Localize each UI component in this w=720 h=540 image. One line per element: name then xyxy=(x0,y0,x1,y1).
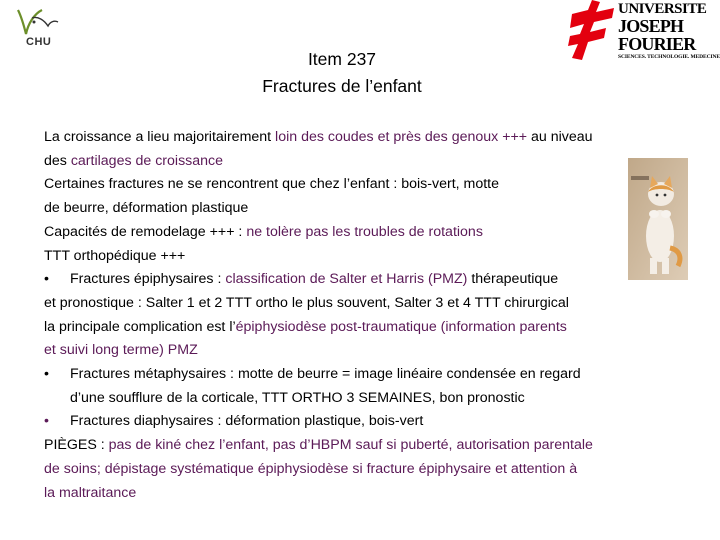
text-run: au niveau xyxy=(527,129,593,145)
text-line: d’une soufflure de la corticale, TTT ORTHO 3 SEMAINES, bon pronostic xyxy=(70,389,525,406)
bullet-icon: • xyxy=(44,413,49,430)
highlight-run: ne tolère pas les troubles de rotations xyxy=(246,223,483,240)
text-line: Certaines fractures ne se rencontrent que chez l’enfant : bois-vert, motte xyxy=(44,176,500,193)
slide-body xyxy=(44,126,684,505)
text-line xyxy=(44,316,684,340)
text-run: PIÈGES : xyxy=(44,437,109,454)
text-run: thérapeutique xyxy=(467,271,559,288)
text-run: Fractures diaphysaires : déformation plastique, bois-vert xyxy=(70,413,424,430)
highlight-run: épiphysiodèse post-traumatique (information parents xyxy=(235,318,567,335)
chu-logo-text: CHU xyxy=(26,36,52,48)
bullet-line xyxy=(44,410,684,434)
highlight-run: cartilages de croissance xyxy=(70,152,224,169)
text-run: La croissance a lieu majoritairement xyxy=(44,129,276,145)
text-line xyxy=(44,434,684,458)
slide-title-subject: Fractures de l’enfant xyxy=(262,76,422,96)
text-line xyxy=(44,221,684,245)
bullet-line xyxy=(44,363,684,387)
highlight-run: pas de kiné chez l’enfant, pas d’HBPM sauf si puberté, autorisation parentale xyxy=(108,437,593,454)
text-run: Fractures épiphysaires : xyxy=(70,271,226,288)
text-line: et pronostique : Salter 1 et 2 TTT ortho le plus souvent, Salter 3 et 4 TTT chirurgical xyxy=(44,294,569,311)
text-line xyxy=(44,126,684,150)
bullet-line xyxy=(44,268,684,292)
ujf-line-1: UNIVERSITE xyxy=(618,1,707,17)
bullet-icon: • xyxy=(44,271,49,288)
highlight-run: et suivi long terme) PMZ xyxy=(44,342,198,359)
text-run: Capacités de remodelage +++ : xyxy=(44,223,247,240)
slide-title-item: Item 237 xyxy=(307,49,377,69)
text-run: Fractures métaphysaires : motte de beurre = image linéaire condensée en regard xyxy=(70,366,581,383)
text-run: des xyxy=(44,152,71,169)
text-run: la principale complication est l’ xyxy=(44,318,236,335)
text-line: de soins; dépistage systématique épiphysiodèse si fracture épiphysaire et attention à xyxy=(44,460,578,477)
text-line xyxy=(44,150,684,174)
ujf-line-3: SCIENCES. TECHNOLOGIE. MEDECINE xyxy=(618,54,720,60)
ujf-line-2: JOSEPH FOURIER xyxy=(618,16,696,54)
text-line: de beurre, déformation plastique xyxy=(44,200,249,217)
text-line: la maltraitance xyxy=(44,484,137,501)
text-line xyxy=(44,339,684,363)
highlight-run: loin des coudes et près des genoux +++ xyxy=(275,129,528,145)
text-line: TTT orthopédique +++ xyxy=(44,247,186,264)
highlight-run: classification de Salter et Harris (PMZ) xyxy=(225,271,468,288)
bullet-icon: • xyxy=(44,366,49,383)
